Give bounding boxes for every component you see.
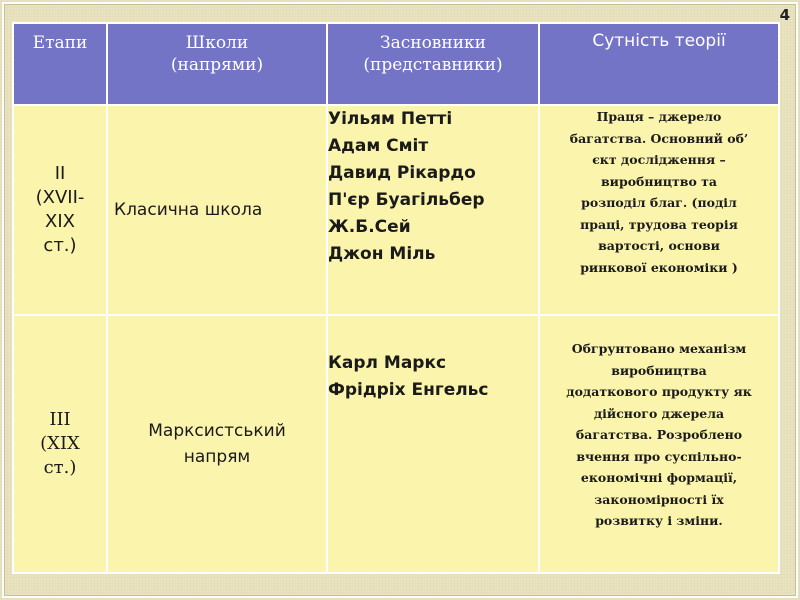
row-2-stage-line: (XIX [40, 433, 80, 454]
header-schools [107, 23, 327, 105]
row-2-stage-line: ст.) [43, 457, 77, 478]
row-2-essence-line: багатства. Розроблено [575, 427, 743, 442]
table-row [13, 315, 779, 573]
row-2-school-line: Марксистський [148, 421, 286, 441]
row-1-founder: Ж.Б.Сей [328, 217, 411, 237]
row-1-essence [539, 105, 779, 315]
row-1-essence-line: вартості, основи [598, 238, 720, 253]
row-1-founders [327, 105, 539, 315]
row-2-essence [539, 315, 779, 573]
header-essence-label: Сутність теорії [592, 31, 726, 51]
row-2-school-line: напрям [183, 447, 251, 467]
row-1-school [107, 105, 327, 315]
row-2-stage-line: ІІІ [49, 409, 71, 430]
row-1-stage-line: ст.) [43, 235, 77, 256]
row-1-stage-line: XIX [45, 211, 75, 232]
header-schools-line-1: Школи [185, 33, 249, 53]
row-2-founder: Карл Маркс [328, 353, 447, 373]
row-1-founder: П'єр Буагільбер [328, 190, 485, 210]
row-1-founder: Адам Сміт [328, 136, 429, 156]
row-2-essence-line: виробництва [611, 362, 707, 378]
header-founders [327, 23, 539, 105]
row-1-essence-line: виробництво та [601, 173, 717, 189]
row-1-essence-line: праці, трудова теорія [580, 216, 738, 232]
row-2-stage [13, 315, 107, 573]
row-1-essence-line: розподіл благ. (поділ [581, 195, 737, 210]
row-1-stage [13, 105, 107, 315]
row-1-stage-line: (XVII- [35, 187, 85, 208]
header-row [13, 23, 779, 105]
header-founders-line-1: Засновники [379, 33, 486, 53]
row-2-essence-line: Обгрунтовано механізм [571, 341, 747, 356]
page-number: 4 [779, 6, 790, 24]
row-2-founder: Фрідріх Енгельс [328, 380, 489, 400]
row-1-stage-line: ІІ [54, 163, 66, 184]
row-2-essence-line: дійсного джерела [593, 405, 725, 421]
row-2-essence-line: додаткового продукту як [566, 384, 752, 399]
row-1-founder: Давид Рікардо [328, 163, 476, 183]
row-1-essence-line: багатства. Основний об’ [569, 130, 749, 146]
header-essence [539, 23, 779, 105]
header-stages-label: Етапи [32, 33, 88, 53]
row-2-school [107, 315, 327, 573]
row-1-school-line: Класична школа [114, 200, 263, 220]
row-2-essence-line: закономірності їх [594, 491, 724, 507]
row-2-essence-line: вчення про суспільно- [576, 448, 742, 464]
table-row [13, 105, 779, 315]
row-2-essence-line: економічні формації, [580, 470, 738, 485]
theories-table [12, 22, 780, 574]
row-1-essence-line: єкт дослідження – [592, 152, 726, 167]
row-1-essence-line: Праця – джерело [596, 109, 722, 124]
header-stages [13, 23, 107, 105]
row-1-founder: Уільям Петті [328, 109, 453, 129]
row-1-essence-line: ринкової економіки ) [580, 259, 738, 275]
row-2-founders [327, 315, 539, 573]
header-founders-line-2: (представники) [363, 55, 503, 75]
row-1-founder: Джон Міль [328, 244, 436, 264]
row-2-essence-line: розвитку і зміни. [595, 513, 723, 528]
header-schools-line-2: (напрями) [170, 55, 264, 75]
